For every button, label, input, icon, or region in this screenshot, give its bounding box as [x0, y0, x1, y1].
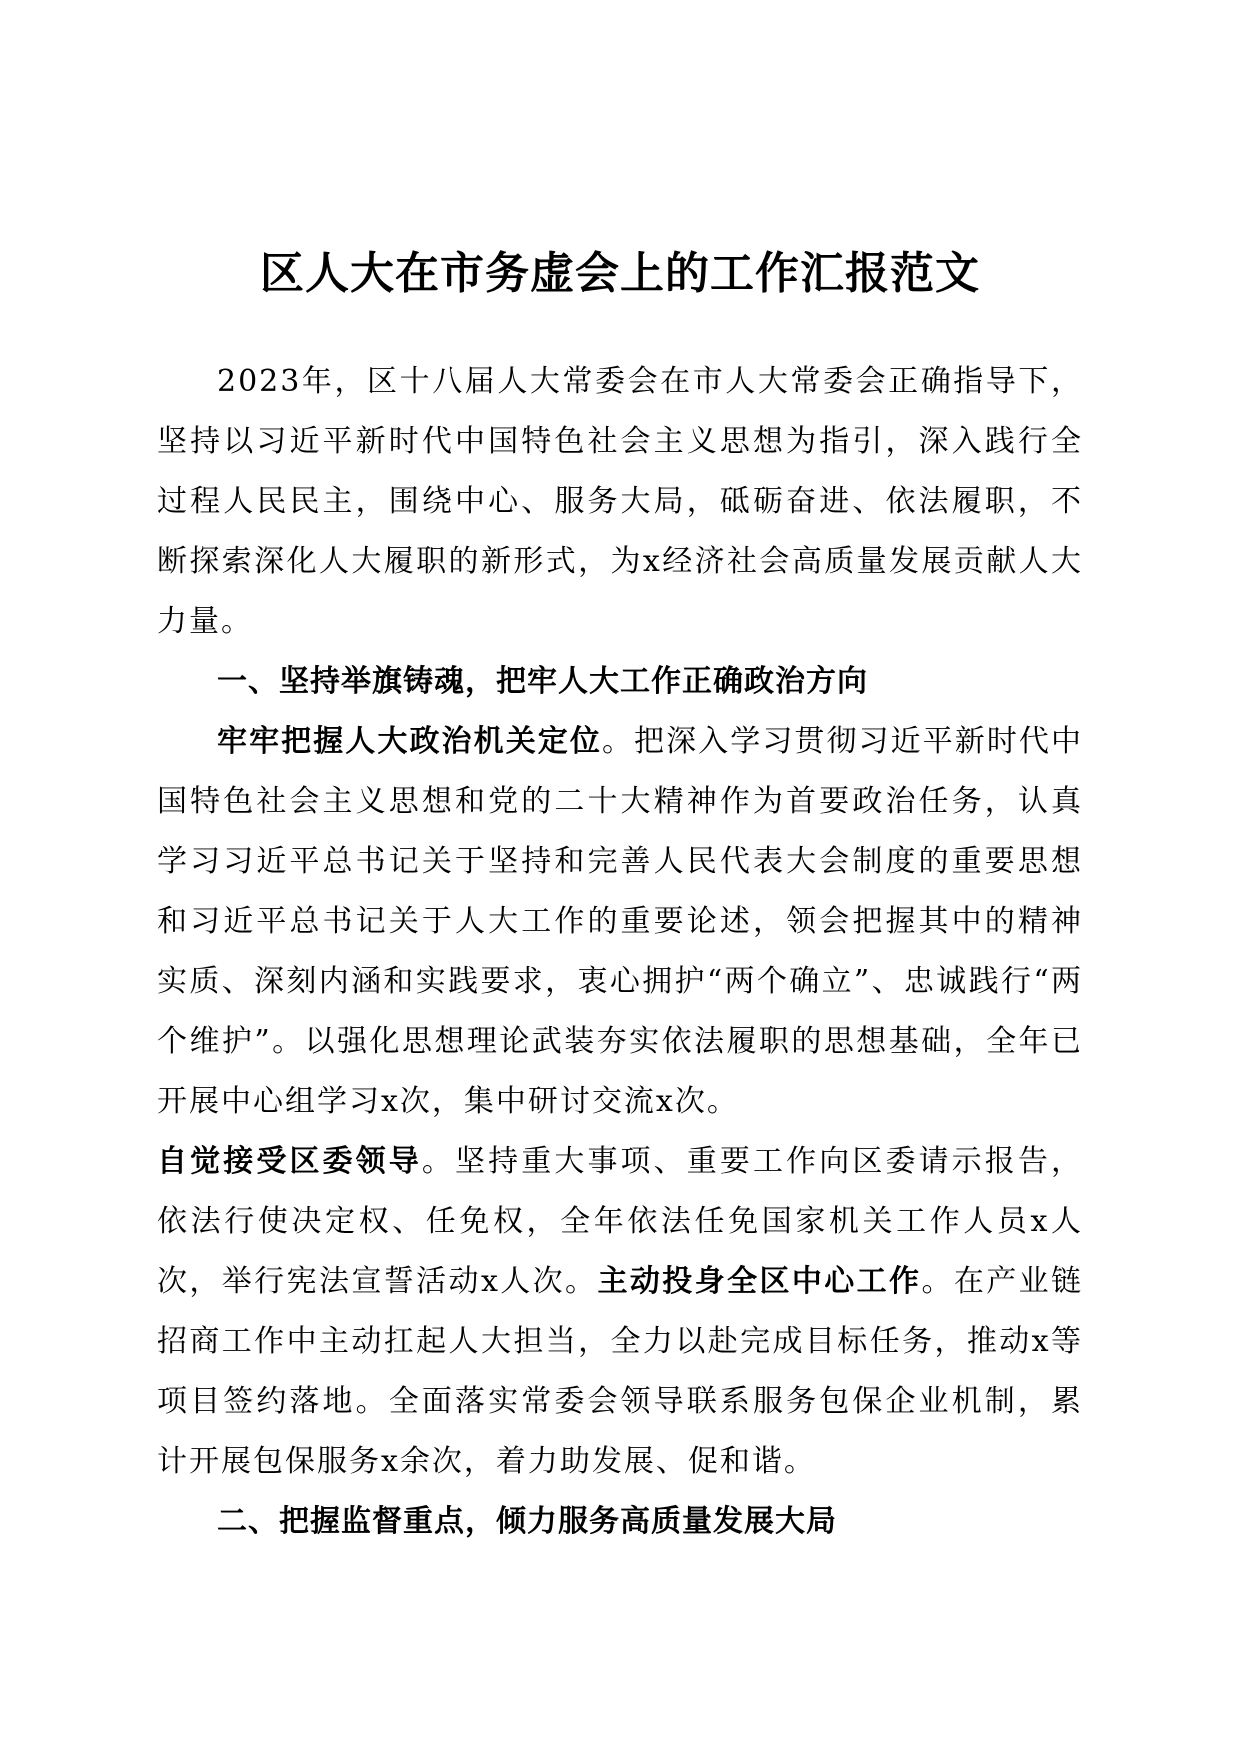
- paragraph-text: 。坚持重大事项、重要工作向区委请示报告，依法行使决定权、任免权，全年依法任免国家机关工作人员x人次，举行宪法宣誓活动x人次。: [157, 1144, 1084, 1299]
- paragraph-lead-phrase: 牢牢把握人大政治机关定位: [217, 724, 602, 759]
- section-1-heading: 一、坚持举旗铸魂，把牢人大工作正确政治方向: [217, 664, 868, 699]
- paragraph-text-2: 。在产业链招商工作中主动扛起人大担当，全力以赴完成目标任务，推动x等项目签约落地。全面落实常委会领导联系服务包保企业机制，累计开展包保服务x余次，着力助发展、促和谐。: [157, 1264, 1084, 1479]
- section-1-paragraph-1: [157, 712, 1083, 1132]
- paragraph-text: 。把深入学习贯彻习近平新时代中国特色社会主义思想和党的二十大精神作为首要政治任务，认真学习习近平总书记关于坚持和完善人民代表大会制度的重要思想和习近平总书记关于人大工作的重要论述，领会把握其中的精神实质、深刻内涵和实践要求，衷心拥护“两个确立”、忠诚践行“两个维护”。以强化思想理论武装夯实依法履职的思想基础，全年已开展中心组学习x次，集中研讨交流x次。: [157, 724, 1084, 1119]
- section-1-paragraph-2: [157, 1132, 1083, 1492]
- paragraph-lead-phrase-2: 主动投身全区中心工作: [597, 1264, 922, 1299]
- paragraph-lead-phrase: 自觉接受区委领导: [157, 1144, 422, 1179]
- intro-paragraph: 2023年，区十八届人大常委会在市人大常委会正确指导下，坚持以习近平新时代中国特色社会主义思想为指引，深入践行全过程人民民主，围绕中心、服务大局，砥砺奋进、依法履职，不断探索深化人大履职的新形式，为x经济社会高质量发展贡献人大力量。: [157, 364, 1083, 639]
- document-body: [157, 352, 1083, 1552]
- section-2-heading: 二、把握监督重点，倾力服务高质量发展大局: [217, 1504, 837, 1539]
- document-title: 区人大在市务虚会上的工作汇报范文: [260, 248, 980, 299]
